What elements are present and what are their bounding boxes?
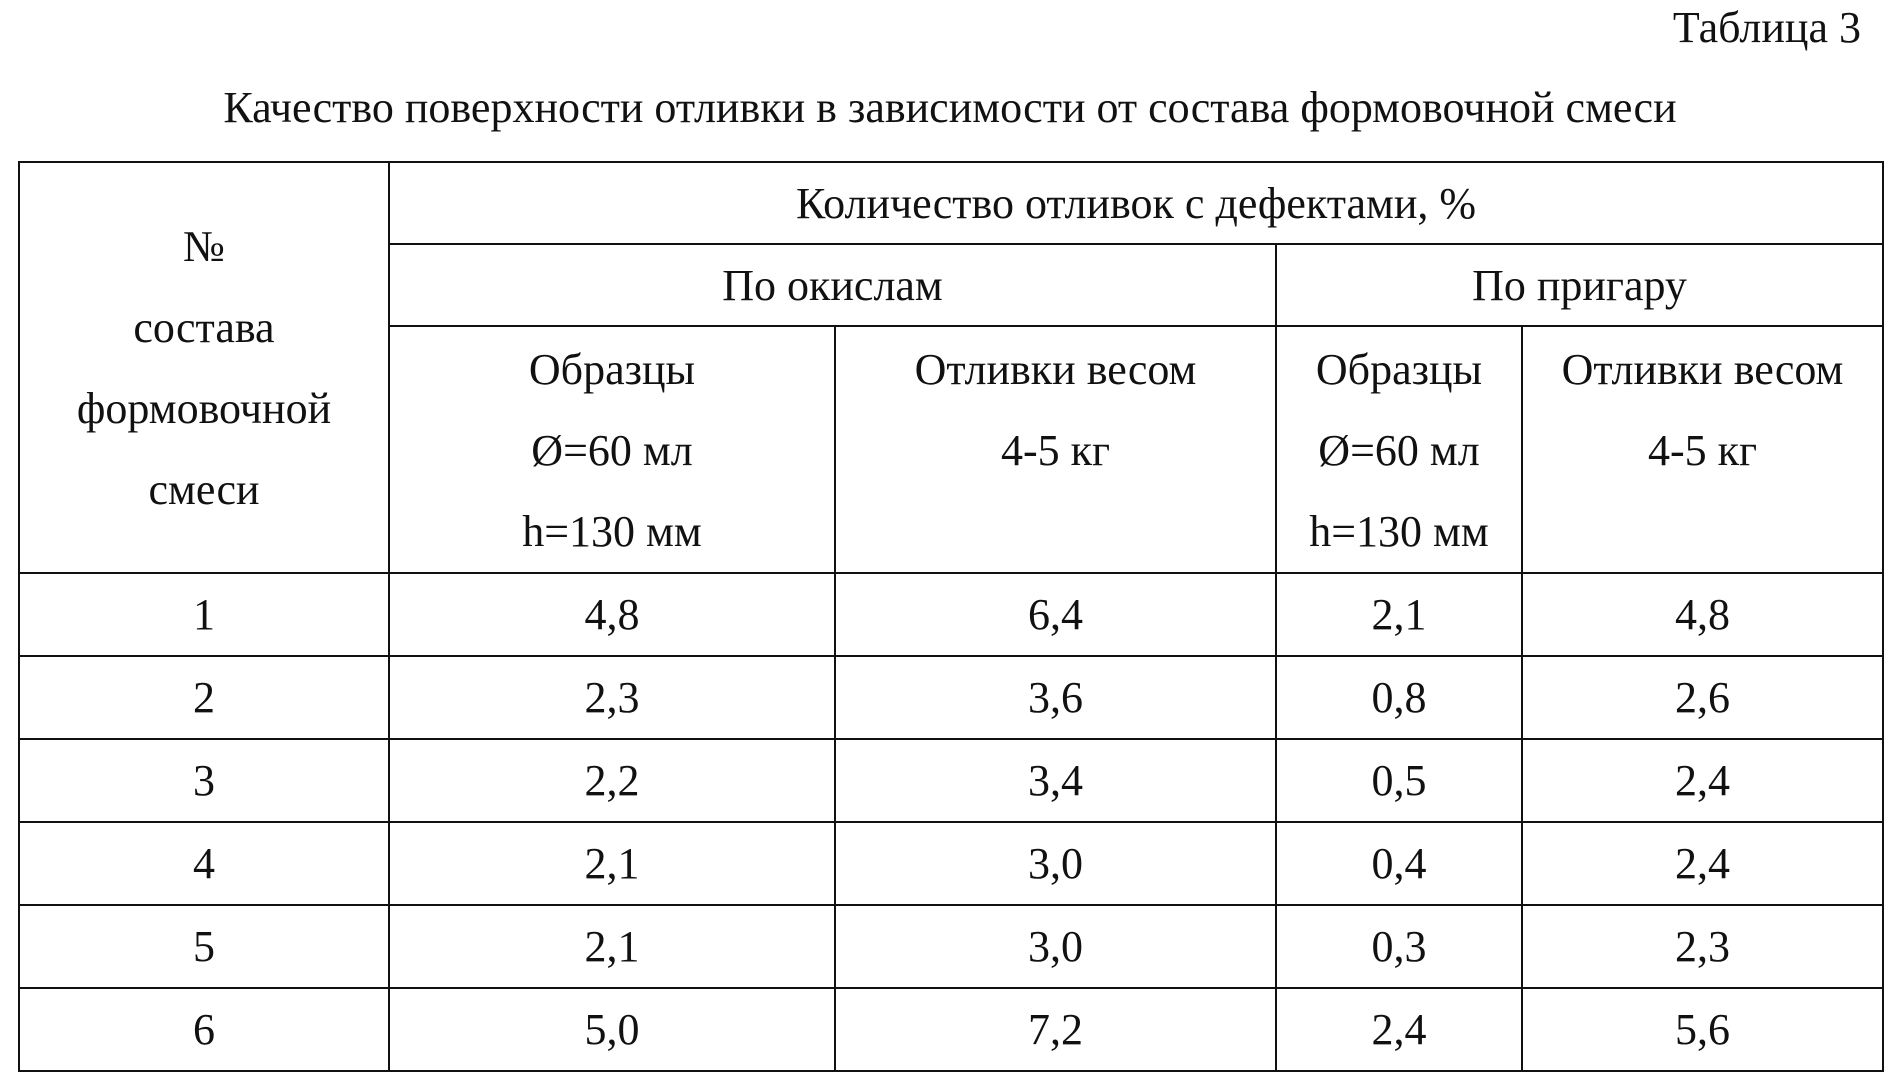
table-number-label: Таблица 3 xyxy=(1672,3,1861,52)
header-number-line: № xyxy=(183,221,225,271)
cell-burn-castings: 4,8 xyxy=(1522,573,1883,656)
cell-oxides-samples: 2,2 xyxy=(389,739,835,822)
cell-oxides-castings: 7,2 xyxy=(835,988,1276,1071)
header-samples-line: Образцы xyxy=(1315,345,1483,394)
cell-oxides-samples: 2,1 xyxy=(389,822,835,905)
header-burn-castings xyxy=(1522,326,1883,573)
header-number-line: смеси xyxy=(148,464,260,514)
header-samples-line: Ø=60 мл xyxy=(1318,426,1480,475)
table-row xyxy=(19,739,1883,822)
table-row xyxy=(19,656,1883,739)
cell-burn-samples: 0,5 xyxy=(1276,739,1522,822)
cell-burn-samples: 2,4 xyxy=(1276,988,1522,1071)
cell-burn-castings: 2,4 xyxy=(1522,739,1883,822)
cell-composition-number: 3 xyxy=(19,739,389,822)
defects-table xyxy=(18,161,1884,1072)
header-burn-on: По пригару xyxy=(1276,244,1883,326)
cell-burn-castings: 2,6 xyxy=(1522,656,1883,739)
cell-oxides-castings: 3,0 xyxy=(835,905,1276,988)
cell-oxides-samples: 2,1 xyxy=(389,905,835,988)
header-defect-share: Количество отливок с дефектами, % xyxy=(389,162,1883,244)
header-number-line: состава xyxy=(133,302,275,352)
header-castings-line: 4-5 кг xyxy=(1647,426,1758,475)
header-samples-line: Ø=60 мл xyxy=(531,426,693,475)
cell-burn-samples: 0,4 xyxy=(1276,822,1522,905)
cell-burn-castings: 2,4 xyxy=(1522,822,1883,905)
header-burn-samples xyxy=(1276,326,1522,573)
header-oxides-samples xyxy=(389,326,835,573)
cell-oxides-castings: 3,0 xyxy=(835,822,1276,905)
header-oxides-castings xyxy=(835,326,1276,573)
header-samples-line: Образцы xyxy=(528,345,696,394)
cell-composition-number: 5 xyxy=(19,905,389,988)
table-row xyxy=(19,573,1883,656)
header-samples-line: h=130 мм xyxy=(1309,507,1489,556)
cell-oxides-samples: 2,3 xyxy=(389,656,835,739)
header-samples-line: h=130 мм xyxy=(522,507,702,556)
header-castings-line: Отливки весом xyxy=(1561,345,1844,394)
header-number-line: формовочной xyxy=(76,383,332,433)
cell-composition-number: 4 xyxy=(19,822,389,905)
cell-oxides-castings: 3,6 xyxy=(835,656,1276,739)
table-row xyxy=(19,822,1883,905)
cell-composition-number: 2 xyxy=(19,656,389,739)
cell-burn-castings: 2,3 xyxy=(1522,905,1883,988)
table-caption: Качество поверхности отливки в зависимости от состава формовочной смеси xyxy=(223,83,1677,132)
cell-composition-number: 6 xyxy=(19,988,389,1071)
table-row xyxy=(19,905,1883,988)
cell-burn-samples: 2,1 xyxy=(1276,573,1522,656)
cell-oxides-samples: 4,8 xyxy=(389,573,835,656)
cell-composition-number: 1 xyxy=(19,573,389,656)
header-castings-line: 4-5 кг xyxy=(1000,426,1111,475)
cell-burn-samples: 0,8 xyxy=(1276,656,1522,739)
header-castings-line: Отливки весом xyxy=(914,345,1197,394)
header-oxides: По окислам xyxy=(389,244,1276,326)
table-row xyxy=(19,988,1883,1071)
cell-oxides-castings: 6,4 xyxy=(835,573,1276,656)
cell-oxides-samples: 5,0 xyxy=(389,988,835,1071)
cell-burn-samples: 0,3 xyxy=(1276,905,1522,988)
cell-oxides-castings: 3,4 xyxy=(835,739,1276,822)
header-composition-number xyxy=(19,162,389,573)
cell-burn-castings: 5,6 xyxy=(1522,988,1883,1071)
